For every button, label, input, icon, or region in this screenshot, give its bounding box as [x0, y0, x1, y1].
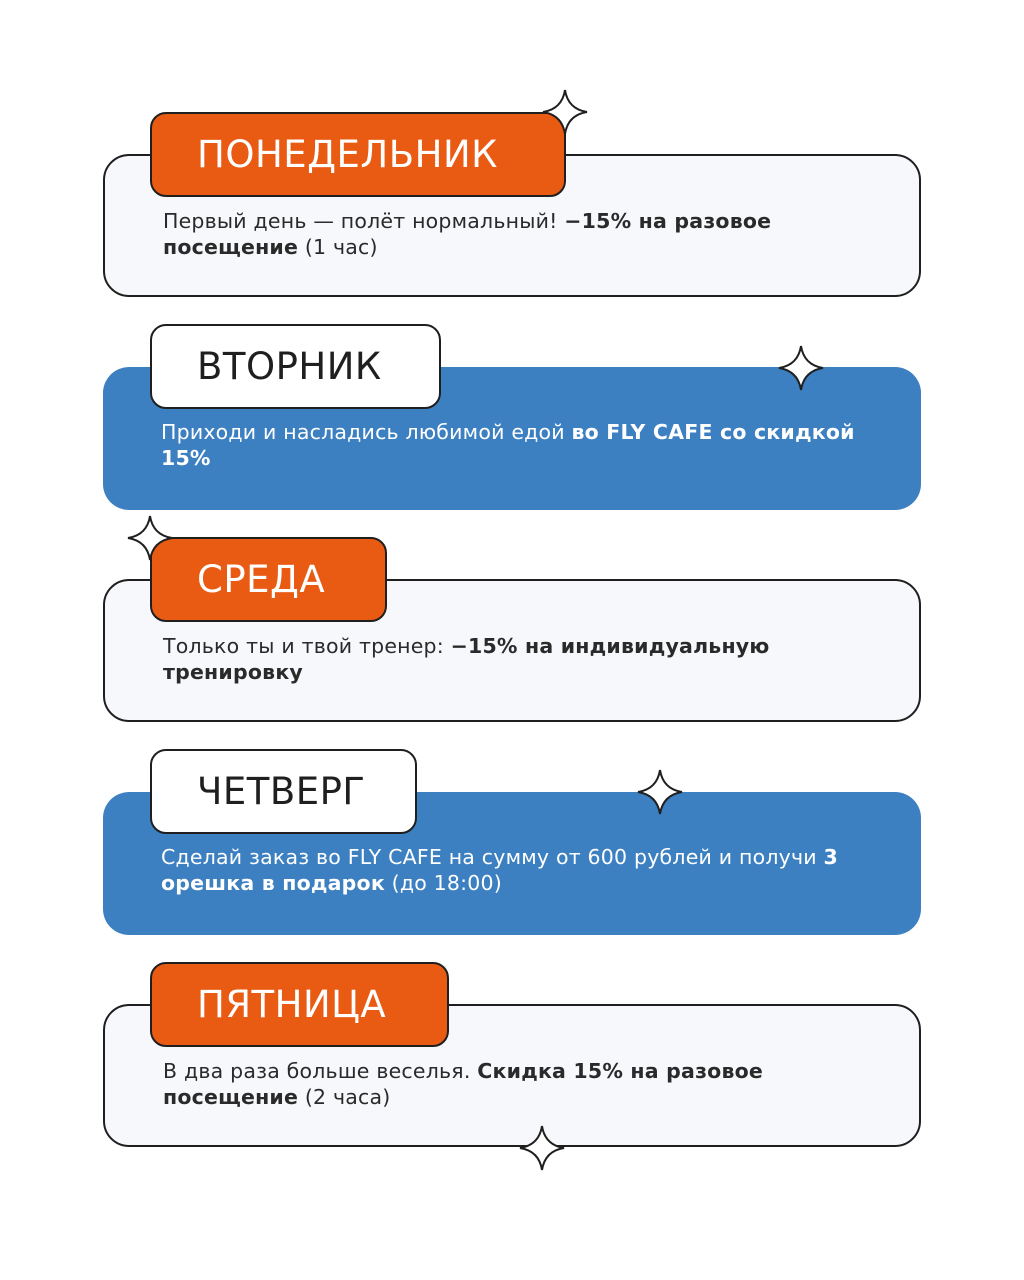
thursday-label: ЧЕТВЕРГ	[150, 749, 417, 834]
sparkle-icon	[126, 514, 174, 562]
sparkle-icon	[541, 88, 589, 136]
monday-label: ПОНЕДЕЛЬНИК	[150, 112, 566, 197]
wednesday-description: Только ты и твой тренер: −15% на индивидуальную тренировку	[163, 634, 770, 684]
wednesday-label: СРЕДА	[150, 537, 387, 622]
friday-description: В два раза больше веселья. Скидка 15% на разовое посещение (2 часа)	[163, 1059, 764, 1109]
monday-description: Первый день — полёт нормальный! −15% на разовое посещение (1 час)	[163, 209, 772, 259]
sparkle-icon	[777, 344, 825, 392]
tuesday-label: ВТОРНИК	[150, 324, 441, 409]
thursday-description: Сделай заказ во FLY CAFE на сумму от 600 рублей и получи 3 орешка в подарок (до 18:00)	[161, 845, 838, 895]
sparkle-icon	[636, 768, 684, 816]
sparkle-icon	[518, 1124, 566, 1172]
friday-label: ПЯТНИЦА	[150, 962, 449, 1047]
tuesday-description: Приходи и насладись любимой едой во FLY CAFE со скидкой 15%	[161, 420, 855, 470]
